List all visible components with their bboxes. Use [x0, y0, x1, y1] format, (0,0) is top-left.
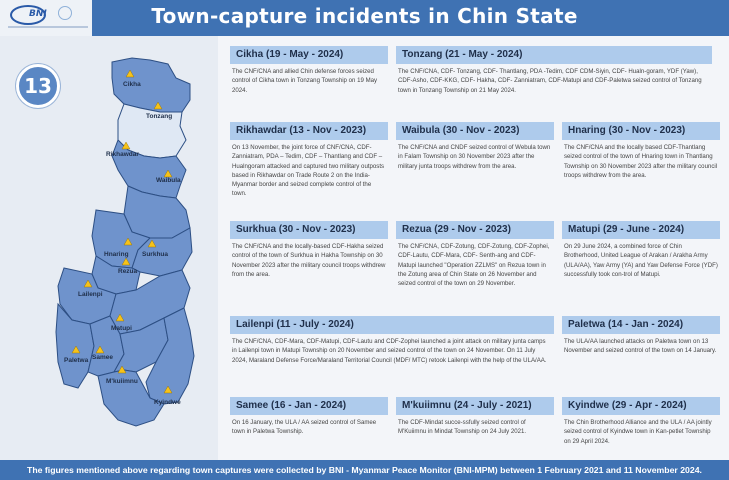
card-text: On 29 June 2024, a combined force of Chin Brotherhood, United League of Arakan / Arakha Army (ULA/AA), Yaw Army (YA) and Yaw Defense Force (YDF) successfully took con-trol of Matupi. — [564, 243, 718, 278]
card-title: Kyindwe (29 - Apr - 2024) — [562, 397, 720, 415]
card-title: Matupi (29 - June - 2024) — [562, 221, 720, 239]
town-label: Matupi — [111, 325, 132, 332]
town-label: M'kuiimnu — [106, 378, 138, 385]
town-label: Cikha — [123, 81, 141, 88]
incident-card-tonzang — [396, 46, 712, 95]
logo-text: BNI — [29, 9, 47, 19]
card-text: The CDF-Mindat succe-ssfully seized control of M'Kuiimnu in Mindat Township on 24 July 2021. — [398, 419, 527, 436]
town-label: Samee — [92, 354, 113, 361]
card-title: M'kuiimnu (24 - July - 2021) — [396, 397, 554, 415]
card-text: On 16 January, the ULA / AA seized control of Samee town in Paletwa Township. — [232, 419, 377, 436]
card-title: Lailenpi (11 - July - 2024) — [230, 316, 554, 334]
incident-card-lailenpi — [230, 316, 554, 365]
town-label: Rikhawdar — [106, 151, 139, 158]
town-label: Paletwa — [64, 357, 89, 364]
page-title: Town-capture incidents in Chin State — [151, 4, 578, 28]
incident-card-samee — [230, 397, 388, 437]
town-label: Surkhua — [142, 251, 169, 258]
town-label: Lailenpi — [78, 291, 103, 298]
card-title: Tonzang (21 - May - 2024) — [396, 46, 712, 64]
town-label: Kyindwe — [154, 399, 181, 406]
footer-note: The figures mentioned above regarding town captures were collected by BNI - Myanmar Peace Monitor (BNI-MPM) between 1 February 2021 and 11 November 2024. — [0, 460, 729, 480]
card-title: Hnaring (30 - Nov - 2023) — [562, 122, 720, 140]
town-label: Rezua — [118, 268, 138, 275]
card-title: Paletwa (14 - Jan - 2024) — [562, 316, 720, 334]
card-text: The CNF/CNA and CNDF seized control of Webula town in Falam Township on 30 November 2023 after the military junta troops withdrew from the area. — [398, 144, 551, 170]
incident-card-paletwa — [562, 316, 720, 356]
incident-card-matupi — [562, 221, 720, 279]
card-text: The CNF/CNA and the locally based CDF-Thantlang seized control of the town of Hnaring town in Thantlang Township on 30 November 2023 after the military council troops withdrew from the area. — [564, 144, 718, 179]
card-text: On 13 November, the joint force of CNF/CNA, CDF-Zanniatram, PDA – Tedim, CDF – Thantlang and CDF – Hualngoram attacked and captured two military outposts based in Rikhawdar on Trade Route 2 on the India-Myanmar border and seized complete control of the town. — [232, 144, 385, 198]
logo-divider — [8, 26, 88, 28]
partner-logo-icon — [58, 6, 72, 20]
card-text: The CNF/CNA, CDF- Tonzang, CDF- Thantlang, PDA -Tedim, CDF CDM-Siyin, CDF- Hualn-goram, YDF (Yaw), CDF-Asho, CDF-KKG, CDF- Hakha, CDF- Zanniatram, CDF-Matupi and CDF-Paletwa seized control of Tonzang town in Tonzang Township on 21 May 2024. — [398, 68, 702, 94]
title-bar — [0, 0, 729, 36]
card-title: Surkhua (30 - Nov - 2023) — [230, 221, 388, 239]
incident-card-waibula — [396, 122, 554, 171]
card-title: Rikhawdar (13 - Nov - 2023) — [230, 122, 388, 140]
card-text: The CNF/CNA and the locally-based CDF-Hakha seized control of the town of Surkhua in Hakha Township on 30 November 2023 after the military council troops withdrew from the area. — [232, 243, 386, 278]
incident-card-rezua — [396, 221, 554, 288]
town-label: Hnaring — [104, 251, 129, 258]
card-title: Rezua (29 - Nov - 2023) — [396, 221, 554, 239]
incident-card-rikhawdar — [230, 122, 388, 199]
logo — [0, 0, 92, 36]
incident-card-hnaring — [562, 122, 720, 180]
count-badge: 13 — [16, 64, 60, 108]
incident-card-surkhua — [230, 221, 388, 279]
incident-card-cikha — [230, 46, 388, 95]
card-text: The CNF/CNA, CDF-Mara, CDF-Matupi, CDF-Lautu and CDF-Zophei launched a joint attack on military junta camps in Lailenpi town in Matupi Township on 20 November and seized control of the town on 24 November. On 11 July 2024, Maraland Defense Force/Maraland Territorial Council (MDF/ MTC) retook Lailenpi with the help of the ULA/AA. — [232, 338, 547, 364]
chin-state-map — [0, 36, 218, 460]
card-title: Waibula (30 - Nov - 2023) — [396, 122, 554, 140]
card-text: The CNF/CNA, CDF-Zotung, CDF-Zotung, CDF-Zophei, CDF-Lautu, CDF-Mara, CDF- Senth-ang and CDF-Matupi launched "Operation ZZLMS" on Rezua town in the Zotung area of Chin State on 26 November and seized control of the town on 29 November. — [398, 243, 550, 288]
card-text: The CNF/CNA and allied Chin defense forces seized control of Cikha town in Tonzang Township on 19 May 2024. — [232, 68, 378, 94]
incident-card-kyindwe — [562, 397, 720, 446]
town-label: Waibula — [156, 177, 181, 184]
town-label: Tonzang — [146, 113, 173, 120]
card-text: The ULA/AA launched attacks on Paletwa town on 13 November and seized control of the town on 14 January. — [564, 338, 717, 355]
card-title: Cikha (19 - May - 2024) — [230, 46, 388, 64]
card-text: The Chin Brotherhood Alliance and the ULA / AA jointly seized control of Kyindwe town in Kan-petlet Township on 29 April 2024. — [564, 419, 712, 445]
incident-card-mkuiimnu — [396, 397, 554, 437]
card-title: Samee (16 - Jan - 2024) — [230, 397, 388, 415]
